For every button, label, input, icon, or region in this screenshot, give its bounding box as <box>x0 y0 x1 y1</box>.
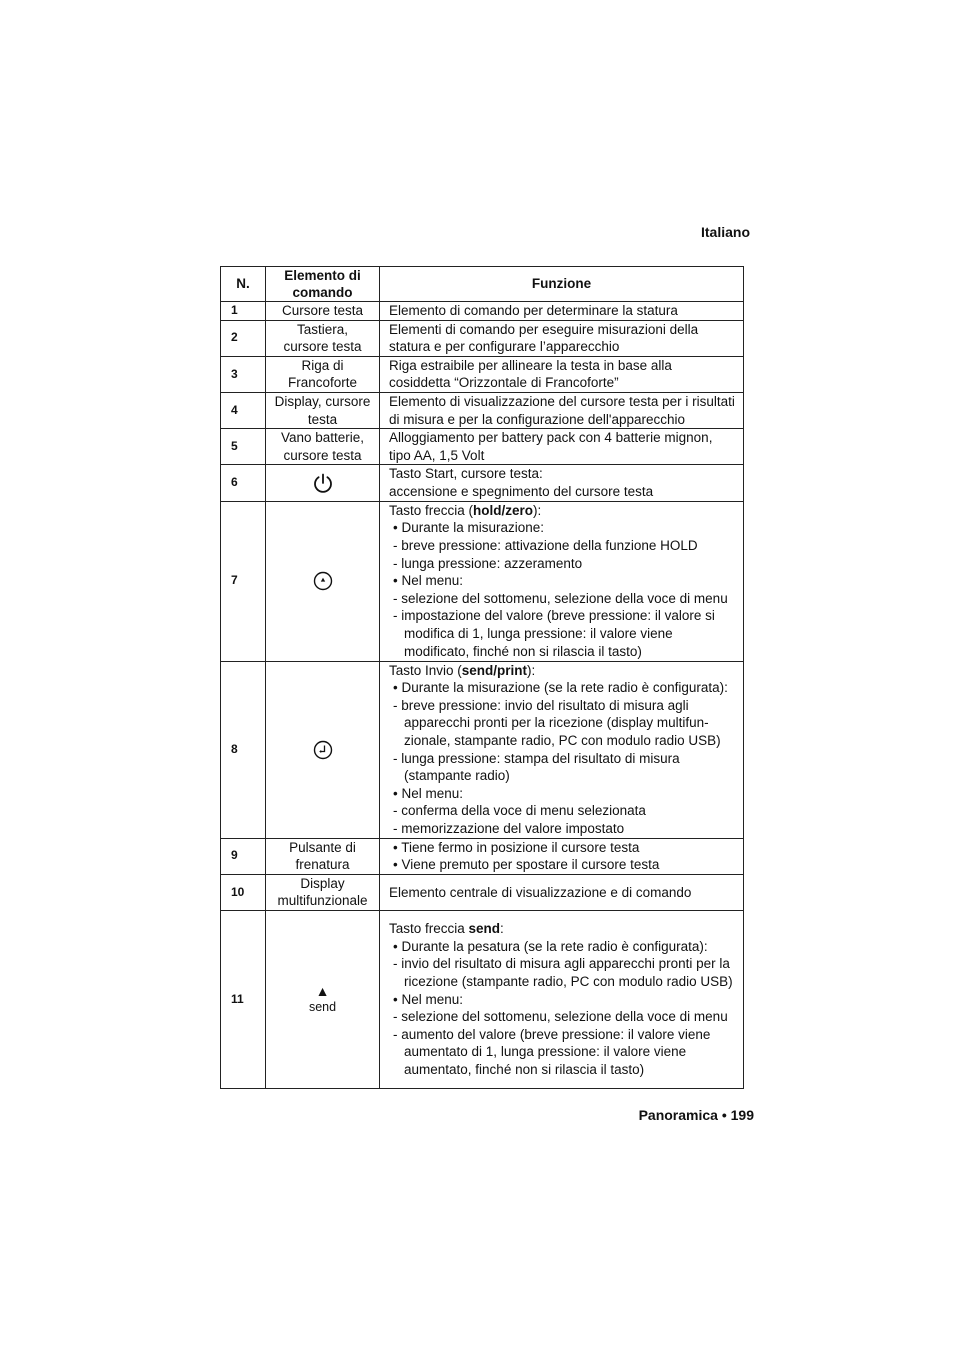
row-number: 2 <box>221 320 266 356</box>
row-element <box>266 910 380 1088</box>
table-row <box>221 356 744 392</box>
row-number: 10 <box>221 874 266 910</box>
enter-circle-icon <box>313 740 333 760</box>
row-number: 5 <box>221 429 266 465</box>
row-element <box>266 465 380 501</box>
row-function: Tasto Start, cursore testa: accensione e spegnimento del cursore testa <box>380 465 744 501</box>
row-element: Pulsante di frenatura <box>266 838 380 874</box>
row-element: Riga di Francoforte <box>266 356 380 392</box>
table-header-row <box>221 267 744 302</box>
table-row <box>221 874 744 910</box>
row-element: Display, cursore testa <box>266 392 380 428</box>
table-row <box>221 838 744 874</box>
row-number: 4 <box>221 392 266 428</box>
row-function: Tasto freccia send: • Durante la pesatura (se la rete radio è configurata): - invio del risultato di misura agli apparecchi pronti per la ricezione (stampante radio, PC con modulo radio USB) • Nel menu: - selezione del sottomenu, selezione della voce di menu - aumento del valore (breve pressione: il valore viene aumentato di 1, lunga pressione: il valore viene aumentato, finché non si rilascia il tasto) <box>380 910 744 1088</box>
row-function: Riga estraibile per allineare la testa in base alla cosiddetta “Orizzontale di Francoforte” <box>380 356 744 392</box>
row-number: 9 <box>221 838 266 874</box>
row-number: 11 <box>221 910 266 1088</box>
table-row <box>221 429 744 465</box>
row-element: Vano batterie, cursore testa <box>266 429 380 465</box>
header-num: N. <box>221 267 266 302</box>
row-number: 8 <box>221 661 266 838</box>
row-number: 1 <box>221 302 266 321</box>
table-row <box>221 320 744 356</box>
table-row <box>221 910 744 1088</box>
row-function: Elemento di visualizzazione del cursore testa per i risultati di misura e per la configurazione dell'apparecchio <box>380 392 744 428</box>
row-function: Tasto freccia (hold/zero): • Durante la misurazione: - breve pressione: attivazione della funzione HOLD - lunga pressione: azzeramento • Nel menu: - selezione del sottomenu, selezione della voce di menu - impostazione del valore (breve pressione: il valore si modifica di 1, lunga pressione: il valore viene modificato, finché non si rilascia il tasto) <box>380 501 744 661</box>
row-function: Elemento centrale di visualizzazione e di comando <box>380 874 744 910</box>
row-number: 7 <box>221 501 266 661</box>
controls-table <box>220 266 744 1089</box>
row-element: Cursore testa <box>266 302 380 321</box>
send-label: send <box>308 1000 337 1015</box>
row-element: Display multifunzionale <box>266 874 380 910</box>
row-element: Tastiera, cursore testa <box>266 320 380 356</box>
row-function: Elemento di comando per determinare la statura <box>380 302 744 321</box>
table-row <box>221 661 744 838</box>
row-function: Alloggiamento per battery pack con 4 batterie mignon, tipo AA, 1,5 Volt <box>380 429 744 465</box>
table-row <box>221 465 744 501</box>
table-row <box>221 501 744 661</box>
arrow-up-circle-icon <box>313 571 333 591</box>
header-element: Elemento di comando <box>266 267 380 302</box>
table-row <box>221 302 744 321</box>
row-function: Tasto Invio (send/print): • Durante la misurazione (se la rete radio è configurata): - breve pressione: invio del risultato di misura agli apparecchi pronti per la ricezione (display multifun-zionale, stampante radio, PC con modulo radio USB) - lunga pressione: stampa del risultato di misura (stampante radio) • Nel menu: - conferma della voce di menu selezionata - memorizzazione del valore impostato <box>380 661 744 838</box>
row-number: 3 <box>221 356 266 392</box>
row-element <box>266 501 380 661</box>
language-label: Italiano <box>700 224 750 240</box>
row-function: Elementi di comando per eseguire misurazioni della statura e per configurare l’apparecchio <box>380 320 744 356</box>
header-function: Funzione <box>380 267 744 302</box>
row-number: 6 <box>221 465 266 501</box>
row-element <box>266 661 380 838</box>
arrow-up-icon: ▲ <box>315 983 330 1000</box>
power-icon <box>312 472 334 494</box>
row-function: • Tiene fermo in posizione il cursore testa • Viene premuto per spostare il cursore testa <box>380 838 744 874</box>
page-footer: Panoramica • 199 <box>638 1107 754 1123</box>
table-row <box>221 392 744 428</box>
